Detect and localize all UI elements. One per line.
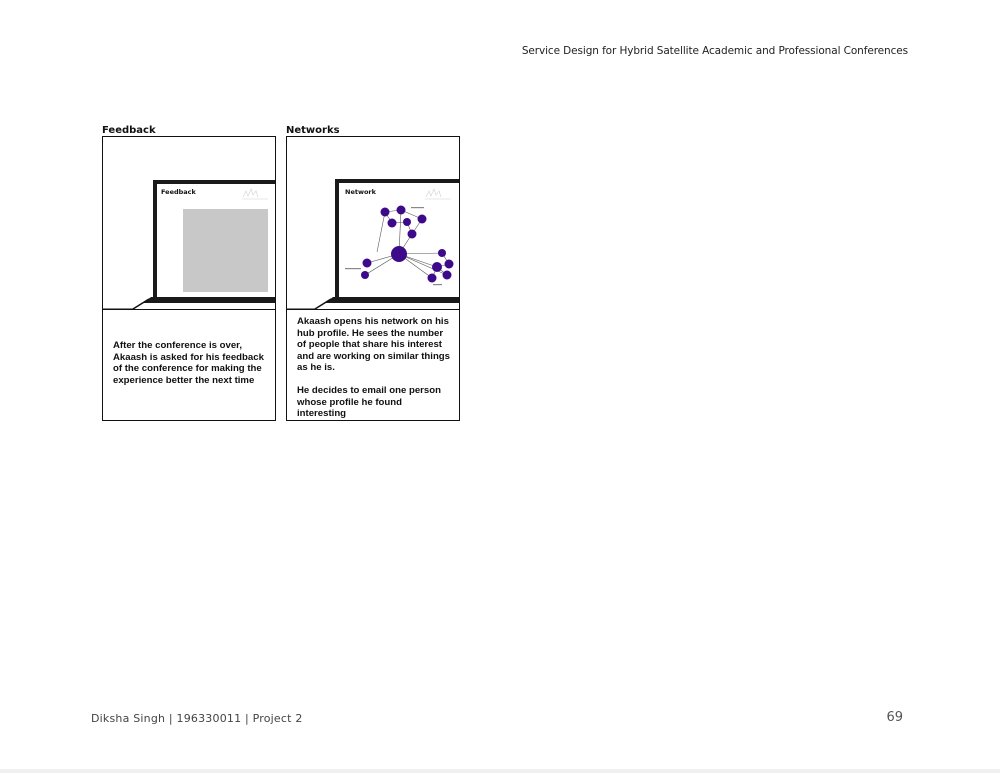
feedback-form-placeholder (183, 209, 268, 292)
running-header: Service Design for Hybrid Satellite Academic and Professional Conferences (521, 45, 908, 57)
laptop-illustration (287, 137, 460, 311)
caption-box-networks (287, 309, 459, 420)
footer-author: Diksha Singh | 196330011 | Project 2 (91, 712, 303, 725)
laptop-illustration (103, 137, 276, 311)
page-number: 69 (886, 710, 903, 725)
screen-title-feedback: Feedback (161, 188, 196, 196)
panel-title-networks: Networks (286, 125, 340, 136)
storyboard-panel-feedback (102, 136, 276, 421)
storyboard-panel-networks (286, 136, 460, 421)
caption-box-feedback (103, 309, 275, 420)
screen-title-network: Network (345, 188, 376, 196)
caption-feedback: After the conference is over, Akaash is asked for his feedback of the conference for making the experience better the next time (113, 340, 264, 386)
caption-networks-paragraph-2: He decides to email one person whose profile he found interesting (297, 385, 441, 420)
caption-networks-paragraph-1: Akaash opens his network on his hub profile. He sees the number of people that share his interest and are working on similar things as he is. (297, 316, 450, 374)
bottom-rule (0, 769, 1000, 773)
panel-title-feedback: Feedback (102, 125, 156, 136)
